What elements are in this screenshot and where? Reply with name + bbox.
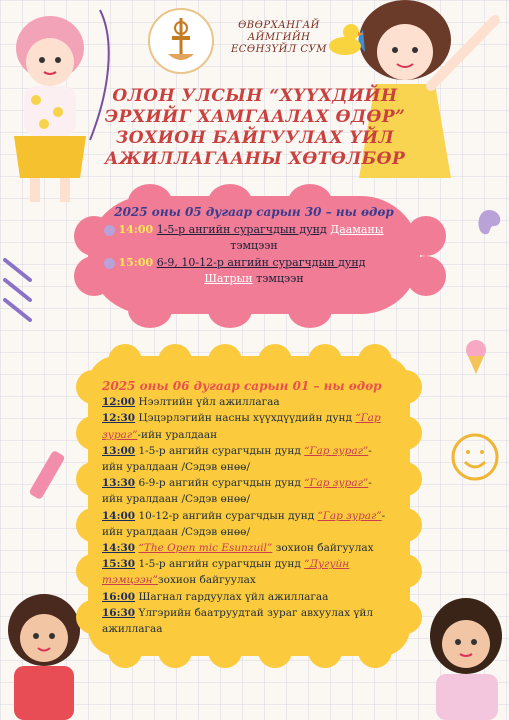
day2-event: 13:00 1-5-р ангийн сурагчдын дунд “Гар зураг”-ийн уралдаан /Сэдэв өнөө/ (102, 444, 372, 474)
purple-scribble-decoration (0, 250, 40, 330)
day2-event: 14:00 10-12-р ангийн сурагчдын дунд “Гар зураг”-ийн уралдаан /Сэдэв өнөө/ (102, 509, 386, 538)
day2-event: 13:30 6-9-р ангийн сурагчдын дунд “Гар зураг”-ийн уралдаан /Сэдэв өнөө/ (102, 477, 372, 506)
day2-event: 16:30 Үлгэрийн баатруудтай зураг авхуулах үйл ажиллагаа (102, 606, 374, 636)
day2-event: 16:00 Шагнал гардуулах үйл ажиллагаа (102, 590, 329, 603)
chess-icon (104, 258, 115, 269)
day1-date: 2025 оны 05 дугаар сарын 30 – ны өдөр (114, 205, 394, 219)
girl-illustration-bottom-right (412, 590, 509, 720)
soyombo-emblem-icon (150, 10, 212, 72)
ice-cream-icon (456, 336, 496, 376)
day2-event: 15:30 1-5-р ангийн сурагчдын дунд “Дугуйн тэмцээн”зохион байгуулах (102, 558, 350, 587)
day1-event: 14:00 1-5-р ангийн сурагчдын дунд Дааманы тэмцээн (104, 222, 404, 254)
day2-schedule (102, 378, 386, 637)
sum-logo (148, 8, 214, 74)
day1-event: 15:00 6-9, 10-12-р ангийн сурагчдын дунд Шатрын тэмцээн (104, 255, 404, 287)
day1-schedule (104, 204, 404, 288)
palette-icon (474, 208, 504, 238)
marker-pen-icon (20, 440, 70, 510)
day2-date: 2025 оны 06 дугаар сарын 01 – ны өдөр (102, 379, 382, 393)
day2-event: 14:30 “The Open mic Esunzuil” зохион байгуулах (102, 542, 374, 555)
organization-name: ӨВӨРХАНГАЙ АЙМГИЙН ЕСӨНЗҮЙЛ СУМ (230, 20, 328, 55)
checkers-icon (104, 225, 115, 236)
day2-event: 12:30 Цэцэрлэгийн насны хүүхдүүдийн дунд “Гар зураг”-ийн уралдаан (102, 412, 381, 441)
smiley-face-icon (450, 432, 500, 482)
day2-event: 12:00 Нээлтийн үйл ажиллагаа (102, 396, 280, 409)
page-title: ОЛОН УЛСЫН “ХҮҮХДИЙН ЭРХИЙГ ХАМГААЛАХ ӨДӨР” ЗОХИОН БАЙГУУЛАХ ҮЙЛ АЖИЛЛАГААНЫ ХӨТӨЛБӨР (104, 86, 406, 169)
